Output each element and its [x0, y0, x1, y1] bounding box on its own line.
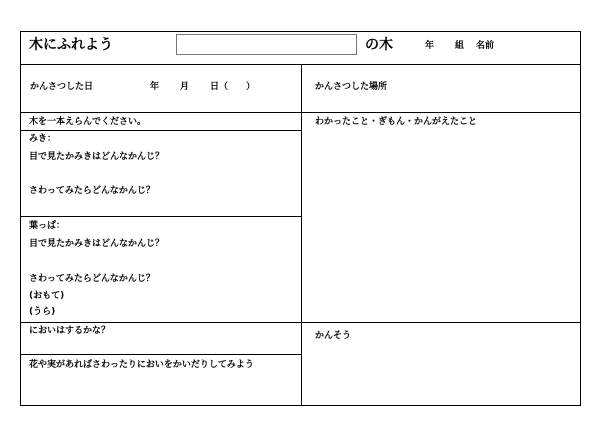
choose-tree-instruction: 木を一本えらんでください。	[29, 117, 147, 127]
leaf-label: 葉っぱ：	[29, 221, 66, 231]
leaf-look-question: 目で見たかみきはどんなかんじ？	[29, 239, 165, 249]
leaf-touch-question: さわってみたらどんなかんじ？	[29, 274, 155, 284]
trunk-touch-question: さわってみたらどんなかんじ？	[29, 186, 155, 196]
impressions-label: かんそう	[315, 331, 352, 341]
flower-fruit-instruction: 花や実があればさわったりにおいをかいだりしてみよう	[29, 360, 254, 370]
column-divider	[301, 64, 302, 405]
trunk-label: みき：	[29, 134, 57, 144]
tree-suffix-label: の木	[365, 37, 393, 53]
trunk-look-question: 目で見たかみきはどんなかんじ？	[29, 152, 165, 162]
smell-section-divider	[21, 354, 301, 355]
date-year-label: 年	[150, 82, 160, 92]
date-day-label: 日（ ）	[210, 82, 256, 92]
student-name-label: 名前	[476, 41, 495, 51]
place-label: かんさつした場所	[315, 82, 388, 92]
class-label: 組	[455, 41, 465, 51]
tree-name-field[interactable]	[176, 34, 357, 55]
smell-question: においはするかな？	[29, 326, 111, 336]
leaf-front-label: (おもて)	[29, 291, 65, 301]
trunk-section-divider	[21, 216, 301, 217]
instruction-divider	[21, 130, 301, 131]
leaf-back-label: (うら)	[29, 307, 56, 317]
date-label: かんさつした日	[30, 82, 94, 92]
worksheet-title: 木にふれよう	[29, 37, 113, 53]
date-month-label: 月	[180, 82, 190, 92]
findings-label: わかったこと・ぎもん・かんがえたこと	[315, 117, 478, 127]
worksheet	[20, 31, 581, 406]
grade-label: 年	[425, 41, 435, 51]
